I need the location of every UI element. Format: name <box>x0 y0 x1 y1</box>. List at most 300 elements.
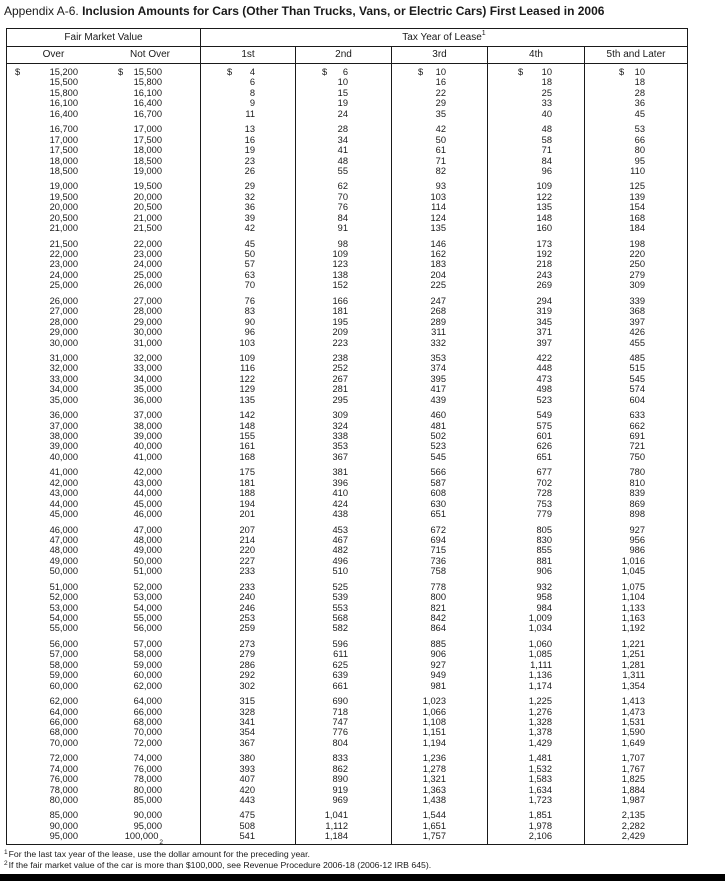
value-cell: 32,000 <box>133 352 162 363</box>
value-cell: 240 <box>239 592 255 603</box>
value-cell: 129 <box>239 384 255 395</box>
value-cell: 16 <box>435 77 446 88</box>
value-cell: 539 <box>332 592 348 603</box>
row-group <box>7 124 100 176</box>
table-column-year-5-later <box>584 64 687 844</box>
value-cell: 19,000 <box>49 181 78 192</box>
value-cell: 443 <box>239 795 255 805</box>
value-cell: 651 <box>536 451 552 462</box>
value-cell: 55,000 <box>49 623 78 634</box>
row-group <box>100 410 200 462</box>
row-group <box>201 810 295 841</box>
value-cell: 753 <box>536 498 552 509</box>
value-cell: 122 <box>536 191 552 202</box>
value-cell: 55,000 <box>133 613 162 623</box>
value-cell: 68,000 <box>49 727 78 738</box>
value-cell: 247 <box>430 295 446 306</box>
row-group <box>7 582 100 634</box>
value-cell: 54,000 <box>133 602 162 613</box>
row-group <box>296 810 391 841</box>
value-cell: 630 <box>430 498 446 509</box>
row-group <box>296 181 391 233</box>
column-header-2nd: 2nd <box>295 47 391 64</box>
tax-year-label: Tax Year of Lease <box>402 32 482 43</box>
value-cell: 48,000 <box>133 534 162 545</box>
value-cell: 16,100 <box>133 87 162 98</box>
value-cell: 718 <box>332 706 348 717</box>
value-cell: 1,066 <box>422 706 446 717</box>
value-cell: 50 <box>244 249 255 259</box>
value-cell: 95 <box>634 155 645 166</box>
row-group <box>201 639 295 691</box>
row-group <box>201 753 295 805</box>
value-cell: 62,000 <box>49 696 78 707</box>
table-column-year-1 <box>200 64 295 844</box>
value-cell: 253 <box>239 613 255 623</box>
value-cell: 515 <box>629 363 645 374</box>
fair-market-value-header: Fair Market Value <box>7 29 200 47</box>
value-cell: 804 <box>332 737 348 748</box>
value-cell: 57,000 <box>133 638 162 649</box>
value-cell: 36 <box>244 202 255 213</box>
value-cell: 1,112 <box>325 820 348 831</box>
value-cell: 1,225 <box>528 696 552 707</box>
row-group <box>392 582 487 634</box>
value-cell: 66,000 <box>133 706 162 717</box>
value-cell: 410 <box>332 488 348 499</box>
value-cell: 138 <box>332 269 348 280</box>
value-cell: 20,000 <box>49 202 78 213</box>
row-group <box>585 181 687 233</box>
row-group <box>100 181 200 233</box>
value-cell: 1,987 <box>621 795 645 805</box>
value-cell: 56,000 <box>133 623 162 634</box>
value-cell: 1,194 <box>422 737 446 748</box>
value-cell: 39,000 <box>133 431 162 441</box>
value-cell: 50 <box>435 134 446 145</box>
value-cell: 135 <box>239 394 255 405</box>
value-cell: 60,000 <box>133 670 162 681</box>
value-cell: 207 <box>239 524 255 535</box>
value-cell: 84 <box>541 155 552 166</box>
value-cell: 608 <box>430 488 446 499</box>
value-cell: 20,500 <box>49 212 78 223</box>
value-cell: 694 <box>430 534 446 545</box>
value-cell: 116 <box>240 363 255 374</box>
value-cell: 19,500 <box>133 181 162 192</box>
value-cell: 1,276 <box>528 706 552 717</box>
value-cell: 161 <box>239 441 255 452</box>
value-cell: 26,000 <box>133 280 162 291</box>
value-cell: 821 <box>430 602 446 613</box>
row-group <box>296 639 391 691</box>
value-cell: 17,500 <box>133 134 162 145</box>
value-cell: 55 <box>337 165 348 176</box>
value-cell: 2,282 <box>621 820 645 831</box>
row-group <box>7 639 100 691</box>
value-cell: 1,354 <box>621 680 645 691</box>
value-cell: 148 <box>239 420 255 431</box>
value-cell: 20,000 <box>133 191 162 202</box>
row-group <box>488 582 584 634</box>
value-cell: 1,311 <box>622 670 645 681</box>
value-cell: 778 <box>430 581 446 592</box>
value-cell: 374 <box>430 363 446 374</box>
value-cell: 32,000 <box>49 363 78 374</box>
value-cell: 11 <box>245 108 255 119</box>
page-bottom-bar <box>0 874 725 881</box>
value-cell: 16,700 <box>133 108 162 119</box>
value-cell: 633 <box>629 410 645 421</box>
value-cell: 62,000 <box>133 680 162 691</box>
value-cell: 47,000 <box>49 534 78 545</box>
value-cell: 1,378 <box>528 727 552 738</box>
row-group <box>488 124 584 176</box>
table-section-header-row <box>7 29 687 47</box>
row-group <box>100 67 200 119</box>
value-cell: 422 <box>536 352 552 363</box>
value-cell: $100,000_2$ <box>124 831 163 847</box>
value-cell: 220 <box>629 249 645 259</box>
row-group <box>488 525 584 577</box>
value-cell: 192 <box>536 249 552 259</box>
value-cell: 90 <box>244 316 255 327</box>
row-group <box>201 353 295 405</box>
value-cell: 292 <box>239 670 255 681</box>
value-cell: 328 <box>239 706 255 717</box>
value-cell: 90,000 <box>133 810 162 821</box>
value-cell: 28,000 <box>133 306 162 317</box>
row-group <box>7 296 100 348</box>
value-cell: 24,000 <box>133 259 162 270</box>
value-cell: 780 <box>629 467 645 478</box>
value-cell: 833 <box>332 753 348 764</box>
row-group <box>488 810 584 841</box>
row-group <box>585 467 687 519</box>
row-group <box>201 239 295 291</box>
value-cell: 154 <box>629 202 645 213</box>
value-cell: 139 <box>629 191 645 202</box>
value-cell: 70 <box>244 280 255 291</box>
row-group <box>296 753 391 805</box>
value-cell: 74,000 <box>49 763 78 774</box>
value-cell: 223 <box>332 337 348 348</box>
value-cell: 309 <box>629 280 645 291</box>
value-cell: 1,481 <box>528 753 552 764</box>
dollar-sign: $ <box>518 67 524 77</box>
column-header-1st: 1st <box>200 47 295 64</box>
value-cell: 984 <box>536 602 552 613</box>
value-cell: 6 <box>249 77 255 88</box>
value-cell: 72,000 <box>49 753 78 764</box>
value-cell: 31,000 <box>133 337 162 348</box>
value-cell: 181 <box>332 306 348 317</box>
value-cell: 36,000 <box>133 394 162 405</box>
value-cell: 26,000 <box>49 295 78 306</box>
row-group <box>488 296 584 348</box>
value-cell: $ 10 <box>518 67 552 77</box>
value-cell: 690 <box>332 696 348 707</box>
value-cell: 80 <box>634 145 645 156</box>
row-group <box>201 67 295 119</box>
value-cell: 50,000 <box>49 566 78 577</box>
value-cell: 85,000 <box>133 795 162 805</box>
value-cell: 407 <box>239 774 255 785</box>
value-cell: 672 <box>430 524 446 535</box>
value-cell: 1,111 <box>530 659 552 670</box>
dollar-sign: $ <box>227 67 233 77</box>
table-column-year-4 <box>487 64 584 844</box>
column-header-not-over: Not Over <box>100 47 200 64</box>
value-cell: 18 <box>634 77 645 88</box>
value-cell: 424 <box>332 498 348 509</box>
value-cell: 1,281 <box>621 659 645 670</box>
value-cell: 61 <box>435 145 446 156</box>
row-group <box>7 353 100 405</box>
value-cell: 45 <box>634 108 645 119</box>
value-cell: 545 <box>430 451 446 462</box>
value-cell: 52,000 <box>49 592 78 603</box>
value-cell: 36,000 <box>49 410 78 421</box>
value-cell: 1,151 <box>422 727 446 738</box>
row-group <box>392 639 487 691</box>
value-cell: 1,009 <box>528 613 552 623</box>
value-cell: 890 <box>332 774 348 785</box>
value-cell: 1,583 <box>528 774 552 785</box>
value-cell: 36 <box>634 98 645 109</box>
value-cell: 43,000 <box>133 477 162 488</box>
row-group <box>100 525 200 577</box>
row-group <box>488 696 584 748</box>
value-cell: 736 <box>430 555 446 566</box>
value-cell: 1,978 <box>528 820 552 831</box>
value-cell: 10 <box>337 77 348 88</box>
value-cell: 1,060 <box>528 638 552 649</box>
value-cell: 566 <box>430 467 446 478</box>
value-cell: 168 <box>629 212 645 223</box>
value-cell: 460 <box>430 410 446 421</box>
value-cell: 155 <box>239 431 255 441</box>
value-cell: 498 <box>536 384 552 395</box>
value-cell: 715 <box>430 545 446 556</box>
value-cell: 28,000 <box>49 316 78 327</box>
value-cell: 76,000 <box>133 763 162 774</box>
value-cell: 1,634 <box>528 784 552 795</box>
value-cell: 1,413 <box>621 696 645 707</box>
row-group <box>585 410 687 462</box>
row-group <box>100 239 200 291</box>
value-cell: 52,000 <box>133 581 162 592</box>
row-group <box>201 410 295 462</box>
value-cell: 309 <box>332 410 348 421</box>
dollar-sign: $ <box>322 67 328 77</box>
value-cell: 549 <box>536 410 552 421</box>
value-cell: 289 <box>430 316 446 327</box>
value-cell: 455 <box>629 337 645 348</box>
table-column-over <box>7 64 100 844</box>
value-cell: 1,041 <box>324 810 348 821</box>
value-cell: 367 <box>239 737 255 748</box>
value-cell: 986 <box>629 545 645 556</box>
value-cell: 51,000 <box>49 581 78 592</box>
value-cell: 269 <box>536 280 552 291</box>
value-cell: 22 <box>435 87 446 98</box>
footnote-2 <box>4 860 431 871</box>
value-cell: 16,400 <box>133 98 162 109</box>
value-cell: 28 <box>634 87 645 98</box>
value-cell: 45,000 <box>49 509 78 520</box>
value-cell: 553 <box>332 602 348 613</box>
dollar-sign: $ <box>418 67 424 77</box>
value-cell: 53,000 <box>49 602 78 613</box>
value-cell: 353 <box>430 352 446 363</box>
value-cell: 2,106 <box>528 831 552 842</box>
value-cell: 123 <box>332 259 348 270</box>
value-cell: 162 <box>430 249 446 259</box>
value-cell: 981 <box>430 680 446 691</box>
row-group <box>100 696 200 748</box>
value-cell: 48,000 <box>49 545 78 556</box>
value-cell: 204 <box>430 269 446 280</box>
footnote-1 <box>4 849 431 860</box>
value-cell: 80,000 <box>133 784 162 795</box>
value-cell: $ 10 <box>619 67 645 77</box>
row-group <box>392 810 487 841</box>
value-cell: 371 <box>536 327 552 338</box>
value-cell: 15,800 <box>49 87 78 98</box>
value-cell: 110 <box>630 165 645 176</box>
value-cell: 1,851 <box>528 810 552 821</box>
value-cell: 467 <box>332 534 348 545</box>
value-cell: $ 15,200 <box>15 67 78 77</box>
value-cell: 339 <box>629 295 645 306</box>
value-cell: 188 <box>239 488 255 499</box>
value-cell: 16,700 <box>49 124 78 135</box>
value-cell: 393 <box>239 763 255 774</box>
value-cell: 956 <box>629 534 645 545</box>
value-cell: 473 <box>536 373 552 384</box>
row-group <box>488 67 584 119</box>
value-cell: 45,000 <box>133 498 162 509</box>
value-cell: 103 <box>430 191 446 202</box>
value-cell: 195 <box>332 316 348 327</box>
value-cell: 25 <box>541 87 552 98</box>
row-group <box>488 753 584 805</box>
value-cell: 1,136 <box>528 670 552 681</box>
value-cell: 1,321 <box>422 774 446 785</box>
value-cell: 864 <box>430 623 446 634</box>
value-cell: 45 <box>244 238 255 249</box>
value-cell: 76 <box>337 202 348 213</box>
value-cell: 625 <box>332 659 348 670</box>
value-cell: 43,000 <box>49 488 78 499</box>
value-cell: 508 <box>239 820 255 831</box>
value-cell: 15,800 <box>133 77 162 88</box>
value-cell: 319 <box>536 306 552 317</box>
value-cell: 582 <box>332 623 348 634</box>
value-cell: 25,000 <box>49 280 78 291</box>
value-cell: 397 <box>629 316 645 327</box>
row-group <box>296 525 391 577</box>
value-cell: 70 <box>337 191 348 202</box>
value-cell: 776 <box>332 727 348 738</box>
value-cell: 728 <box>536 488 552 499</box>
value-cell: 927 <box>430 659 446 670</box>
value-cell: 482 <box>332 545 348 556</box>
value-cell: 42,000 <box>49 477 78 488</box>
value-cell: 173 <box>536 238 552 249</box>
row-group <box>296 353 391 405</box>
value-cell: 198 <box>629 238 645 249</box>
value-cell: 27,000 <box>133 295 162 306</box>
value-cell: 95,000 <box>49 831 78 842</box>
value-cell: 34 <box>337 134 348 145</box>
value-cell: 927 <box>629 524 645 535</box>
value-cell: 510 <box>332 566 348 577</box>
value-cell: 568 <box>332 613 348 623</box>
value-cell: 381 <box>332 467 348 478</box>
value-cell: 109 <box>332 249 348 259</box>
row-group <box>7 239 100 291</box>
value-cell: 750 <box>629 451 645 462</box>
value-cell: 168 <box>239 451 255 462</box>
value-cell: 66 <box>634 134 645 145</box>
value-cell: 496 <box>332 555 348 566</box>
value-cell: 58 <box>541 134 552 145</box>
value-cell: 34,000 <box>133 373 162 384</box>
value-cell: 1,429 <box>528 737 552 748</box>
value-cell: 220 <box>239 545 255 556</box>
value-cell: 1,278 <box>422 763 446 774</box>
value-cell: 438 <box>332 509 348 520</box>
value-cell: 83 <box>244 306 255 317</box>
row-group <box>585 582 687 634</box>
row-group <box>585 353 687 405</box>
row-group <box>585 239 687 291</box>
value-cell: 68,000 <box>133 716 162 727</box>
value-cell: 59,000 <box>133 659 162 670</box>
row-group <box>392 353 487 405</box>
value-cell: 30,000 <box>133 327 162 338</box>
row-group <box>392 124 487 176</box>
value-cell: 40,000 <box>49 451 78 462</box>
value-cell: 35,000 <box>49 394 78 405</box>
value-cell: 295 <box>332 394 348 405</box>
value-cell: 779 <box>536 509 552 520</box>
value-cell: 1,438 <box>422 795 446 805</box>
value-cell: 243 <box>536 269 552 280</box>
value-cell: 397 <box>536 337 552 348</box>
value-cell: 273 <box>239 638 255 649</box>
value-cell: 587 <box>430 477 446 488</box>
row-group <box>392 181 487 233</box>
dollar-sign: $ <box>15 67 21 77</box>
value-cell: 49,000 <box>133 545 162 556</box>
value-cell: 338 <box>332 431 348 441</box>
dollar-sign: $ <box>118 67 124 77</box>
row-group <box>296 696 391 748</box>
value-cell: 485 <box>629 352 645 363</box>
value-cell: 353 <box>332 441 348 452</box>
column-header-5th-and-later: 5th and Later <box>584 47 687 64</box>
value-cell: 38,000 <box>49 431 78 441</box>
value-cell: 1,045 <box>621 566 645 577</box>
row-group <box>392 67 487 119</box>
value-cell: 448 <box>536 363 552 374</box>
value-cell: 855 <box>536 545 552 556</box>
row-group <box>7 467 100 519</box>
value-cell: 1,236 <box>422 753 446 764</box>
